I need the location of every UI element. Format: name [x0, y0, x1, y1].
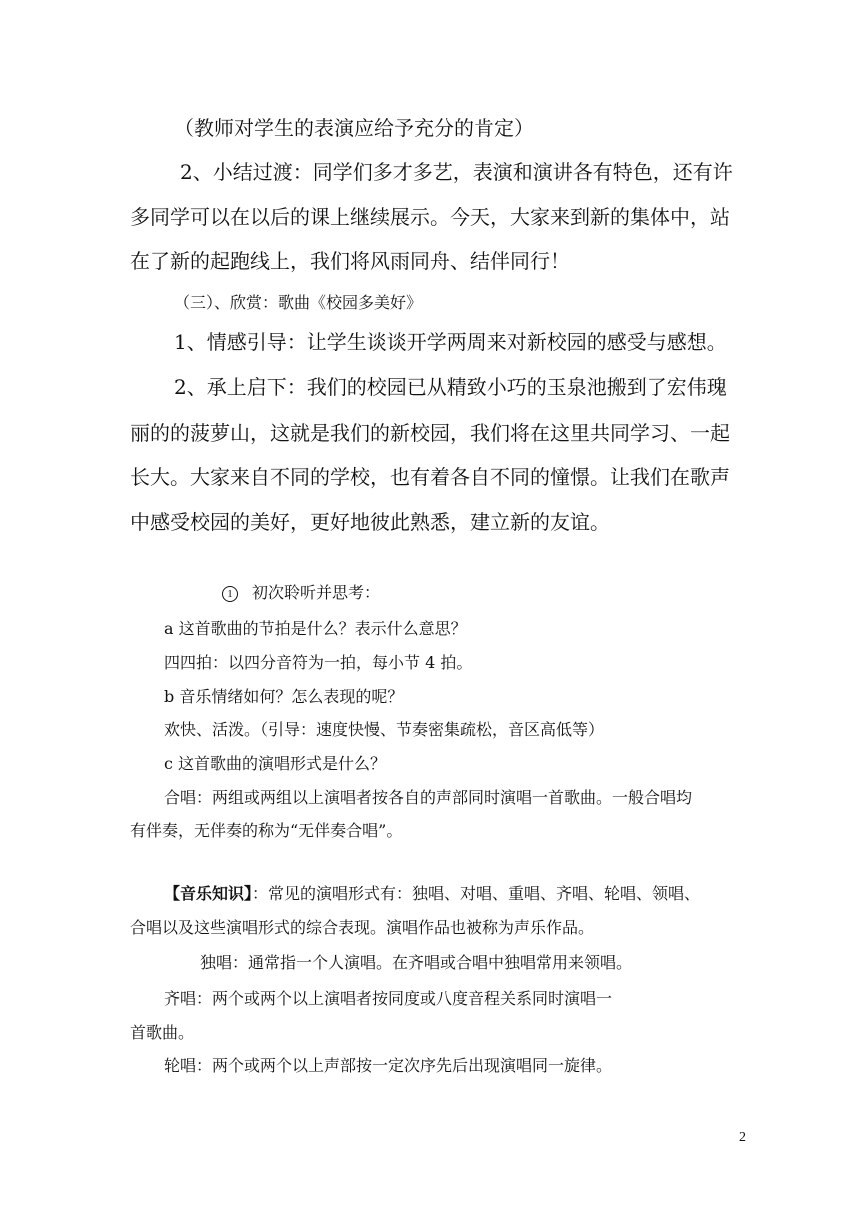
knowledge-line2: 合唱以及这些演唱形式的综合表现。演唱作品也被称为声乐作品。 — [130, 918, 595, 937]
paragraph-summary-line2: 多同学可以在以后的课上继续展示。今天，大家来到新的集体中，站 — [130, 205, 730, 229]
section-heading-appreciation: （三）、欣赏：歌曲《校园多美好》 — [174, 293, 423, 312]
question-a: a 这首歌曲的节拍是什么？表示什么意思？ — [164, 619, 467, 638]
paragraph-summary-line1: 2、小结过渡：同学们多才多艺，表演和演讲各有特色，还有许 — [180, 160, 733, 184]
question-c: c 这首歌曲的演唱形式是什么？ — [164, 754, 387, 773]
answer-c-line1: 合唱：两组或两组以上演唱者按各自的声部同时演唱一首歌曲。一般合唱均 — [164, 788, 693, 807]
paragraph-transition-line1: 2、承上启下：我们的校园已从精致小巧的玉泉池搬到了宏伟瑰 — [174, 375, 727, 399]
knowledge-line1 — [164, 886, 700, 902]
listen-title: 初次聆听并思考： — [252, 583, 381, 602]
answer-b: 欢快、活泼。（引导：速度快慢、节奏密集疏松，音区高低等） — [164, 720, 605, 739]
paragraph-transition-line4: 中感受校园的美好，更好地彼此熟悉，建立新的友谊。 — [130, 510, 610, 534]
knowledge-solo: 独唱：通常指一个人演唱。在齐唱或合唱中独唱常用来领唱。 — [200, 953, 633, 972]
answer-c-line2: 有伴奏，无伴奏的称为“无伴奏合唱”。 — [130, 821, 403, 840]
knowledge-line1-text: ：常见的演唱形式有：独唱、对唱、重唱、齐唱、轮唱、领唱、 — [252, 884, 701, 903]
knowledge-unison-line1: 齐唱：两个或两个以上演唱者按同度或八度音程关系同时演唱一 — [164, 989, 613, 1008]
knowledge-round: 轮唱：两个或两个以上声部按一定次序先后出现演唱同一旋律。 — [164, 1056, 613, 1075]
question-b: b 音乐情绪如何？怎么表现的呢？ — [164, 687, 404, 706]
paragraph-transition-line3: 长大。大家来自不同的学校，也有着各自不同的憧憬。让我们在歌声 — [130, 465, 730, 489]
paragraph-summary-line3: 在了新的起跑线上，我们将风雨同舟、结伴同行！ — [130, 249, 570, 273]
knowledge-label: 【音乐知识】 — [164, 884, 253, 903]
answer-a: 四四拍：以四分音符为一拍，每小节 4 拍。 — [164, 653, 473, 672]
knowledge-unison-line2: 首歌曲。 — [130, 1023, 195, 1042]
circled-number-marker: 1 — [222, 586, 238, 602]
paragraph-emotion-guide: 1、情感引导：让学生谈谈开学两周来对新校园的感受与感想。 — [174, 330, 727, 354]
paragraph-transition-line2: 丽的的菠萝山，这就是我们的新校园，我们将在这里共同学习、一起 — [130, 421, 730, 445]
page-number: 2 — [739, 1130, 746, 1145]
paragraph-teacher-note: （教师对学生的表演应给予充分的肯定） — [174, 116, 534, 140]
listen-heading — [222, 585, 380, 602]
